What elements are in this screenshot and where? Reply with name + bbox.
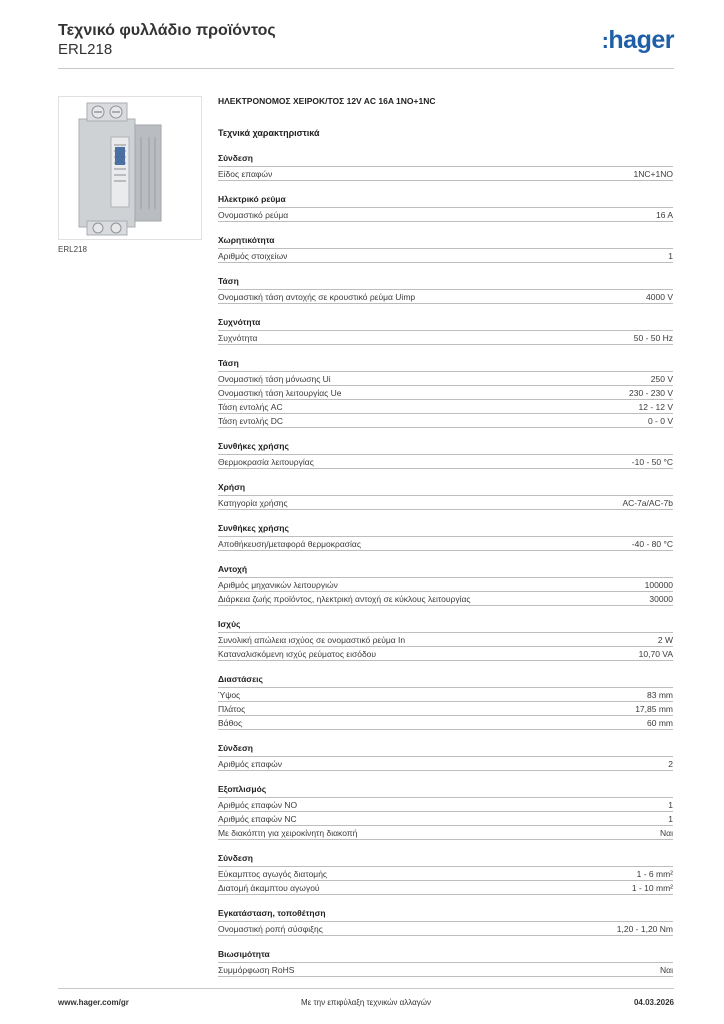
spec-groups [218,153,673,977]
spec-label: Αριθμός επαφών NC [218,814,297,824]
spec-row [218,208,673,222]
footer-note: Με την επιφύλαξη τεχνικών αλλαγών [301,998,431,1007]
spec-value: 17,85 mm [635,704,673,714]
spec-group-title: Ηλεκτρικό ρεύμα [218,194,673,208]
spec-value: 230 - 230 V [629,388,673,398]
spec-label: Τάση εντολής AC [218,402,283,412]
spec-group-title: Τάση [218,276,673,290]
footer-date: 04.03.2026 [633,998,674,1007]
spec-value: 1 - 10 mm² [631,883,673,893]
spec-row [218,826,673,840]
spec-label: Αριθμός επαφών [218,759,283,769]
spec-row [218,578,673,592]
product-image [58,96,202,240]
spec-label: Πλάτος [218,704,246,714]
contactor-illustration [59,97,201,239]
spec-label: Τάση εντολής DC [218,416,284,426]
spec-group [218,317,673,345]
specifications [218,96,673,977]
spec-label: Συνολική απώλεια ισχύος σε ονομαστικό ρεύμα In [218,635,406,645]
image-caption: ERL218 [58,245,87,254]
spec-label: Ονομαστική τάση λειτουργίας Ue [218,388,342,398]
spec-row [218,372,673,386]
spec-row [218,386,673,400]
spec-group-title: Χωρητικότητα [218,235,673,249]
product-name: ΗΛΕΚΤΡΟΝΟΜΟΣ ΧΕΙΡΟΚ/ΤΟΣ 12V AC 16A 1NO+1NC [218,96,436,106]
spec-group [218,441,673,469]
spec-label: Θερμοκρασία λειτουργίας [218,457,314,467]
spec-row [218,400,673,414]
spec-group-title: Τάση [218,358,673,372]
spec-row [218,537,673,551]
spec-row [218,455,673,469]
document-title: Τεχνικό φυλλάδιο προϊόντος [58,22,276,39]
spec-group-title: Σύνδεση [218,743,673,757]
spec-label: Διάρκεια ζωής προϊόντος, ηλεκτρική αντοχή σε κύκλους λειτουργίας [218,594,471,604]
spec-group [218,358,673,428]
spec-group [218,482,673,510]
spec-row [218,798,673,812]
spec-row [218,702,673,716]
spec-value: 1,20 - 1,20 Nm [616,924,673,934]
spec-group-title: Σύνδεση [218,153,673,167]
logo-text: hager [608,26,674,54]
spec-label: Αριθμός επαφών NO [218,800,298,810]
spec-label: Καταναλισκόμενη ισχύς ρεύματος εισόδου [218,649,377,659]
spec-row [218,647,673,661]
spec-value: Ναι [660,828,673,838]
footer-divider [58,988,674,989]
spec-value: 2 W [657,635,673,645]
spec-row [218,867,673,881]
spec-label: Ονομαστική τάση αντοχής σε κρουστικό ρεύμα Uimp [218,292,416,302]
spec-group [218,619,673,661]
spec-value: 12 - 12 V [638,402,673,412]
product-code: ERL218 [58,41,113,58]
spec-label: Αποθήκευση/μεταφορά θερμοκρασίας [218,539,361,549]
spec-value: 250 V [650,374,673,384]
spec-row [218,688,673,702]
spec-value: 100000 [644,580,673,590]
spec-row [218,881,673,895]
spec-row [218,922,673,936]
spec-group-title: Συνθήκες χρήσης [218,523,673,537]
spec-value: 2 [668,759,673,769]
spec-label: Κατηγορία χρήσης [218,498,288,508]
spec-row [218,290,673,304]
spec-group [218,674,673,730]
spec-label: Εύκαμπτος αγωγός διατομής [218,869,328,879]
spec-group [218,853,673,895]
spec-group [218,949,673,977]
spec-label: Ονομαστική τάση μόνωσης Ui [218,374,331,384]
spec-label: Αριθμός μηχανικών λειτουργιών [218,580,338,590]
spec-row [218,331,673,345]
section-heading: Τεχνικά χαρακτηριστικά [218,128,320,138]
spec-label: Συχνότητα [218,333,258,343]
spec-label: Ονομαστικό ρεύμα [218,210,289,220]
spec-row [218,592,673,606]
spec-group [218,276,673,304]
spec-value: 16 A [655,210,673,220]
spec-label: Με διακόπτη για χειροκίνητη διακοπή [218,828,358,838]
spec-group [218,235,673,263]
spec-group [218,523,673,551]
spec-group-title: Εξοπλισμός [218,784,673,798]
spec-value: Ναι [660,965,673,975]
spec-value: 30000 [649,594,673,604]
spec-value: 83 mm [647,690,673,700]
spec-value: -10 - 50 °C [631,457,673,467]
spec-value: 0 - 0 V [647,416,673,426]
footer-website-link[interactable]: www.hager.com/gr [58,998,129,1007]
spec-group-title: Βιωσιμότητα [218,949,673,963]
spec-value: 1NC+1NO [633,169,673,179]
spec-label: Βάθος [218,718,243,728]
spec-label: Συμμόρφωση RoHS [218,965,295,975]
spec-label: Ύψος [218,690,241,700]
spec-label: Είδος επαφών [218,169,273,179]
spec-group-title: Συνθήκες χρήσης [218,441,673,455]
spec-group [218,153,673,181]
spec-group-title: Συχνότητα [218,317,673,331]
spec-group [218,908,673,936]
spec-group [218,194,673,222]
spec-group [218,784,673,840]
spec-group [218,564,673,606]
spec-row [218,716,673,730]
spec-group-title: Διαστάσεις [218,674,673,688]
spec-value: 1 [668,800,673,810]
spec-group-title: Αντοχή [218,564,673,578]
spec-value: -40 - 80 °C [631,539,673,549]
spec-label: Ονομαστική ροπή σύσφιξης [218,924,323,934]
spec-value: 4000 V [646,292,673,302]
spec-group-title: Εγκατάσταση, τοποθέτηση [218,908,673,922]
spec-row [218,633,673,647]
spec-group-title: Χρήση [218,482,673,496]
spec-label: Διατομή άκαμπτου αγωγού [218,883,320,893]
spec-value: 1 [668,814,673,824]
header-divider [58,68,674,69]
spec-group-title: Ισχύς [218,619,673,633]
page-header [58,22,674,70]
spec-group-title: Σύνδεση [218,853,673,867]
spec-value: 10,70 VA [638,649,673,659]
spec-value: 50 - 50 Hz [633,333,673,343]
spec-value: 1 - 6 mm² [636,869,673,879]
spec-value: 60 mm [647,718,673,728]
spec-row [218,167,673,181]
spec-row [218,757,673,771]
spec-row [218,414,673,428]
spec-row [218,963,673,977]
spec-group [218,743,673,771]
spec-value: 1 [668,251,673,261]
spec-row [218,812,673,826]
spec-value: AC-7a/AC-7b [622,498,673,508]
spec-row [218,496,673,510]
hager-logo: :hager [601,26,674,54]
spec-row [218,249,673,263]
spec-label: Αριθμός στοιχείων [218,251,288,261]
